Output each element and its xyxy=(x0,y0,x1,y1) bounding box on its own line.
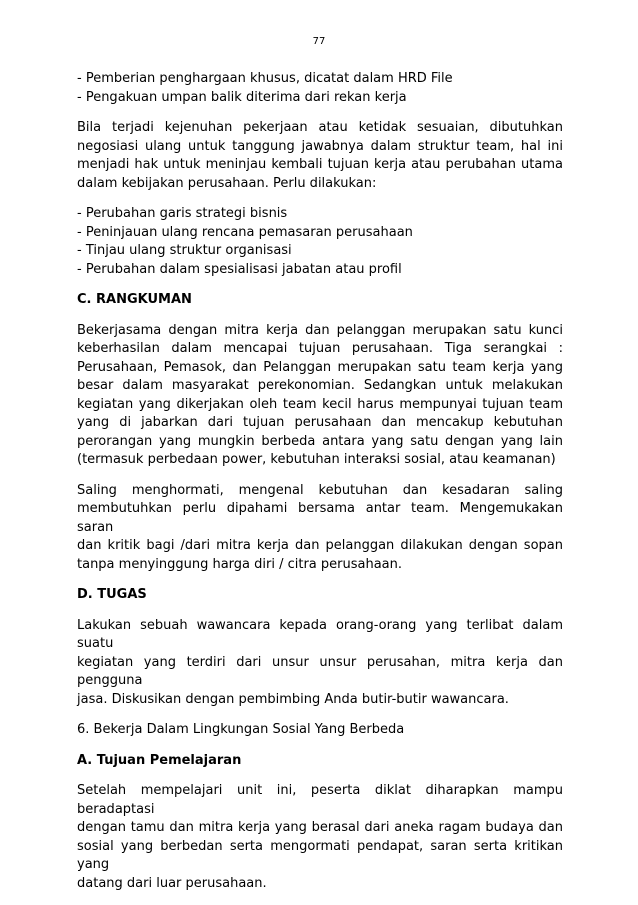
paragraph-rangkuman xyxy=(77,322,563,470)
text-line: Setelah mempelajari unit ini, peserta diklat diharapkan mampu beradaptasi xyxy=(77,783,563,817)
list-item: - Perubahan garis strategi bisnis xyxy=(77,206,288,221)
list-item: - Pengakuan umpan balik diterima dari rekan kerja xyxy=(77,89,407,105)
text-line: yang di jabarkan dari tujuan perusahaan dan mencakup kebutuhan xyxy=(77,415,563,430)
text-line: besar dalam masyarakat perekonomian. Sedangkan untuk melakukan xyxy=(77,378,563,393)
text-line: tanpa menyinggung harga diri / citra perusahaan. xyxy=(77,556,403,572)
text-line: (termasuk perbedaan power, kebutuhan interaksi sosial, atau keamanan) xyxy=(77,452,556,467)
text-line: Bila terjadi kejenuhan pekerjaan atau ketidak sesuaian, dibutuhkan xyxy=(77,120,563,135)
text-line: dengan tamu dan mitra kerja yang berasal dari aneka ragam budaya dan xyxy=(77,820,563,835)
page-number: 77 xyxy=(312,36,326,47)
text-line: membutuhkan perlu dipahami bersama antar team. Mengemukakan saran xyxy=(77,501,563,535)
text-line: negosiasi ulang untuk tanggung jawabnya dalam struktur team, hal ini xyxy=(77,138,563,154)
text-line: menjadi hak untuk meninjau kembali tujuan kerja atau perubahan utama xyxy=(77,157,563,172)
text-line: datang dari luar perusahaan. xyxy=(77,875,267,891)
text-line: perorangan yang mungkin berbeda antara yang satu dengan yang lain xyxy=(77,433,563,449)
paragraph-negosiasi xyxy=(77,119,563,193)
text-line: sosial yang berbedan serta mengormati pendapat, saran serta kritikan yang xyxy=(77,838,563,872)
text-line: Saling menghormati, mengenal kebutuhan dan kesadaran saling xyxy=(77,482,563,498)
text-line: dan kritik bagi /dari mitra kerja dan pelanggan dilakukan dengan sopan xyxy=(77,538,563,553)
list-item: - Pemberian penghargaan khusus, dicatat dalam HRD File xyxy=(77,71,453,86)
action-bullet-list xyxy=(77,205,563,279)
paragraph-saling-menghormati xyxy=(77,482,563,575)
heading-rangkuman: C. RANGKUMAN xyxy=(77,292,192,307)
text-line: kegiatan yang dikerjakan oleh team kecil harus mempunyai tujuan team xyxy=(77,396,563,412)
text-line: kegiatan yang terdiri dari unsur unsur perusahan, mitra kerja dan pengguna xyxy=(77,654,563,688)
text-line: Bekerjasama dengan mitra kerja dan pelanggan merupakan satu kunci xyxy=(77,322,563,338)
list-item: - Peninjauan ulang rencana pemasaran perusahaan xyxy=(77,224,413,240)
paragraph-tugas xyxy=(77,617,563,710)
top-bullet-list xyxy=(77,70,563,107)
paragraph-tujuan xyxy=(77,782,563,893)
heading-tugas: D. TUGAS xyxy=(77,587,147,602)
text-line: dalam kebijakan perusahaan. Perlu dilakukan: xyxy=(77,175,377,191)
text-line: Perusahaan, Pemasok, dan Pelanggan merupakan satu team kerja yang xyxy=(77,359,563,375)
text-line: Lakukan sebuah wawancara kepada orang-orang yang terlibat dalam suatu xyxy=(77,617,563,651)
section-6-title: 6. Bekerja Dalam Lingkungan Sosial Yang Berbeda xyxy=(77,722,405,737)
heading-tujuan-pemelajaran: A. Tujuan Pemelajaran xyxy=(77,752,242,768)
list-item: - Tinjau ulang struktur organisasi xyxy=(77,243,292,258)
text-line: jasa. Diskusikan dengan pembimbing Anda butir-butir wawancara. xyxy=(77,691,509,707)
text-line: keberhasilan dalam mencapai tujuan perusahaan. Tiga serangkai : xyxy=(77,341,563,356)
list-item: - Perubahan dalam spesialisasi jabatan atau profil xyxy=(77,261,402,277)
page-content xyxy=(77,70,563,905)
